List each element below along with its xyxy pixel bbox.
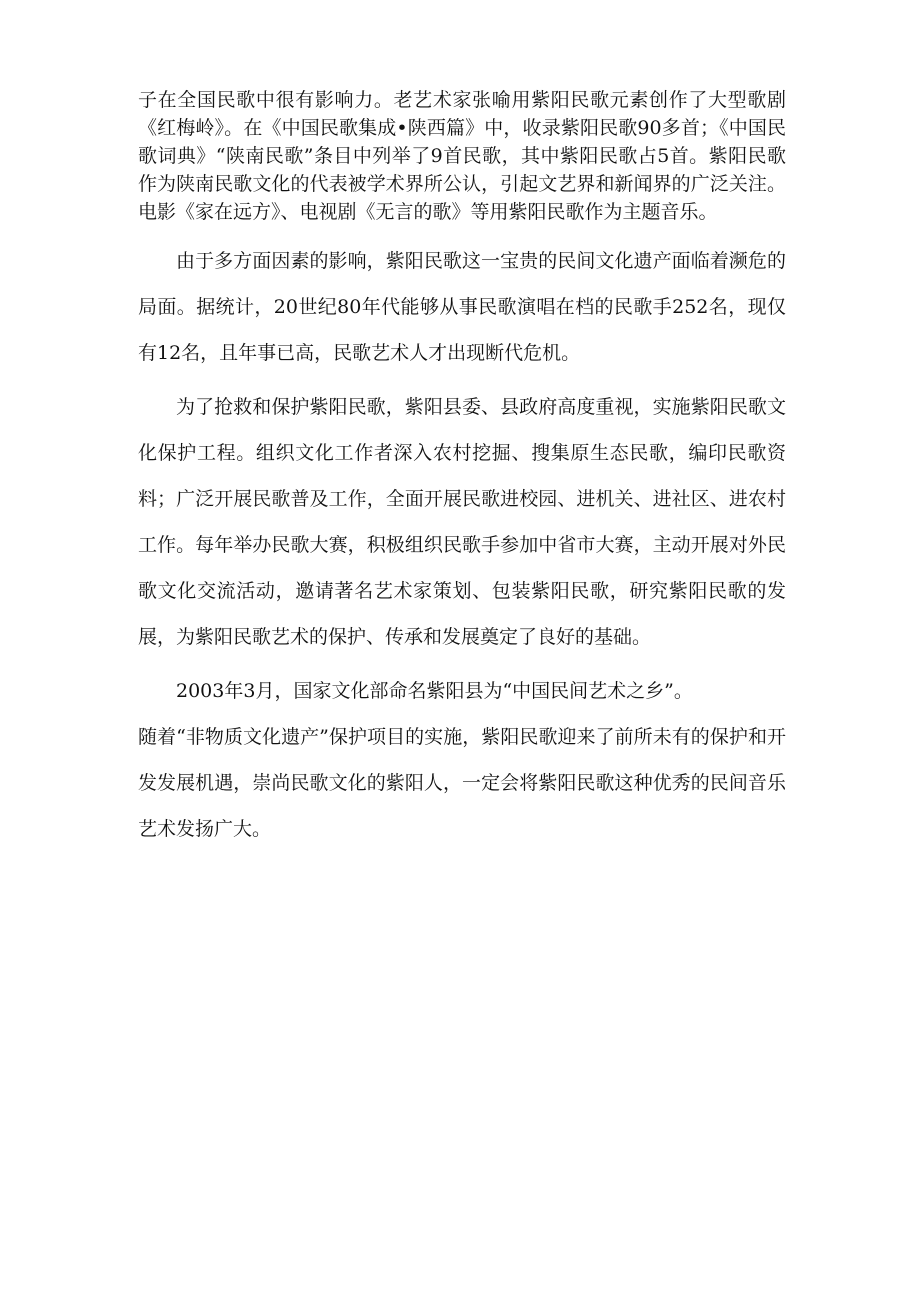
paragraph-2: 由于多方面因素的影响，紫阳民歌这一宝贵的民间文化遗产面临着濒危的局面。据统计，20世纪80年代能够从事民歌演唱在档的民歌手252名，现仅有12名，且年事已高，民歌艺术人才出现断代危机。 [138, 250, 786, 364]
paragraph-4: 2003年3月，国家文化部命名紫阳县为“中国民间艺术之乡”。 [176, 680, 693, 702]
paragraph-5: 随着“非物质文化遗产”保护项目的实施，紫阳民歌迎来了前所未有的保护和开发发展机遇，崇尚民歌文化的紫阳人，一定会将紫阳民歌这种优秀的民间音乐艺术发扬广大。 [138, 726, 786, 840]
paragraph-1: 子在全国民歌中很有影响力。老艺术家张喻用紫阳民歌元素创作了大型歌剧《红梅岭》。在《中国民歌集成•陕西篇》中，收录紫阳民歌90多首；《中国民歌词典》“陕南民歌”条目中列举了9首民歌，其中紫阳民歌占5首。紫阳民歌作为陕南民歌文化的代表被学术界所公认，引起文艺界和新闻界的广泛关注。电影《家在远方》、电视剧《无言的歌》等用紫阳民歌作为主题音乐。 [138, 89, 786, 223]
document-body [138, 86, 786, 852]
paragraph-3: 为了抢救和保护紫阳民歌，紫阳县委、县政府高度重视，实施紫阳民歌文化保护工程。组织文化工作者深入农村挖掘、搜集原生态民歌，编印民歌资料；广泛开展民歌普及工作，全面开展民歌进校园、进机关、进社区、进农村工作。每年举办民歌大赛，积极组织民歌手参加中省市大赛，主动开展对外民歌文化交流活动，邀请著名艺术家策划、包装紫阳民歌，研究紫阳民歌的发展，为紫阳民歌艺术的保护、传承和发展奠定了良好的基础。 [138, 396, 786, 648]
